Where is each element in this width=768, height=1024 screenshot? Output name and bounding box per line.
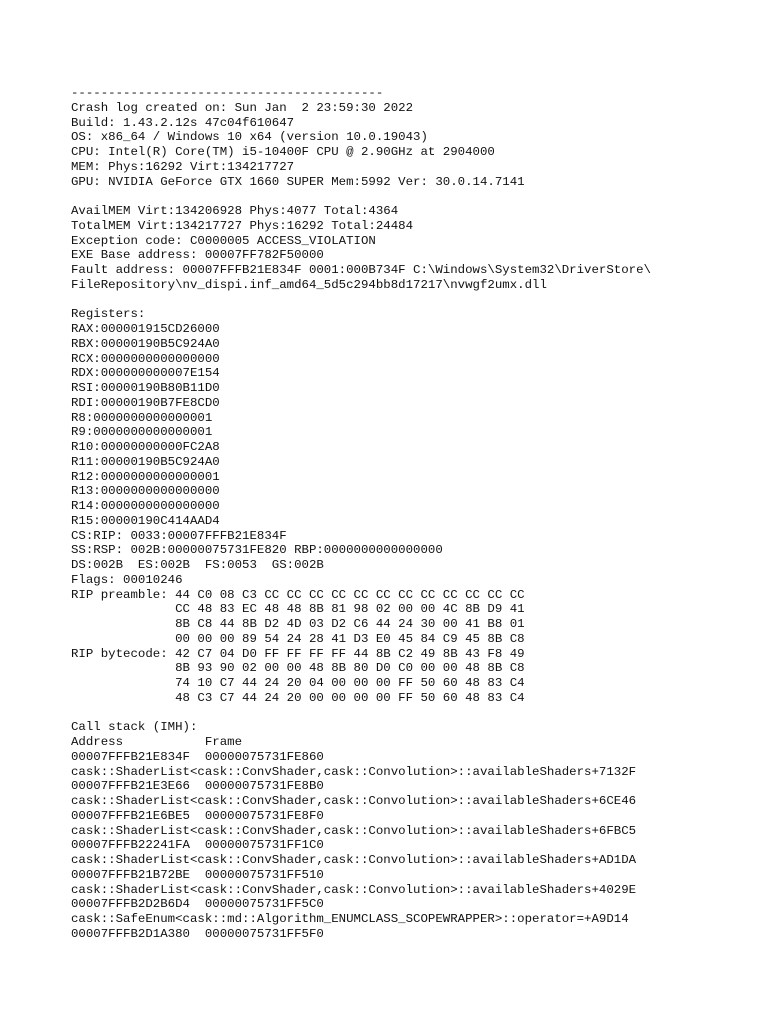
log-line: RCX:0000000000000000 — [71, 351, 220, 366]
log-line: 00007FFFB2D1A380 00000075731FF5F0 — [71, 926, 324, 941]
log-line: SS:RSP: 002B:00000075731FE820 RBP:0000000000000000 — [71, 543, 443, 558]
log-line: 00007FFFB21B72BE 00000075731FF510 — [71, 867, 324, 882]
log-line: R13:0000000000000000 — [71, 484, 220, 499]
log-line: Address Frame — [71, 735, 243, 749]
log-line: RDX:000000000007E154 — [71, 366, 220, 381]
log-line: 74 10 C7 44 24 20 04 00 00 00 FF 50 60 48 83 C4 — [71, 676, 525, 690]
log-line: 00007FFFB2D2B6D4 00000075731FF5C0 — [71, 897, 324, 912]
log-line: 00007FFFB21E6BE5 00000075731FE8F0 — [71, 808, 324, 823]
log-line: 00007FFFB21E834F 00000075731FE860 — [71, 749, 324, 764]
log-line: RIP bytecode: 42 C7 04 D0 FF FF FF FF 44 8B C2 49 8B 43 F8 49 — [71, 646, 525, 661]
log-line — [71, 293, 651, 308]
log-line: cask::ShaderList<cask::ConvShader,cask::Convolution>::availableShaders+6CE46 — [71, 794, 637, 808]
log-line: FileRepository\nv_dispi.inf_amd64_5d5c294bb8d17217\nvwgf2umx.dll — [71, 277, 547, 292]
log-line: R10:00000000000FC2A8 — [71, 440, 220, 454]
log-line: cask::ShaderList<cask::ConvShader,cask::Convolution>::availableShaders+6FBC5 — [71, 823, 637, 838]
log-line: 00007FFFB21E3E66 00000075731FE8B0 — [71, 779, 324, 794]
log-line: cask::ShaderList<cask::ConvShader,cask::Convolution>::availableShaders+AD1DA — [71, 853, 637, 867]
log-line: Crash log created on: Sun Jan 2 23:59:30 2022 — [71, 100, 414, 115]
log-line: R12:0000000000000001 — [71, 469, 220, 484]
log-line: RSI:00000190B80B11D0 — [71, 381, 220, 395]
log-line: RIP preamble: 44 C0 08 C3 CC CC CC CC CC CC CC CC CC CC CC CC — [71, 587, 525, 602]
log-line: cask::ShaderList<cask::ConvShader,cask::Convolution>::availableShaders+4029E — [71, 882, 637, 897]
log-line: RDI:00000190B7FE8CD0 — [71, 395, 220, 410]
log-line: R15:00000190C414AAD4 — [71, 513, 220, 528]
log-line: ------------------------------------------ — [71, 86, 384, 100]
log-line: RAX:000001915CD26000 — [71, 322, 220, 336]
log-line — [71, 706, 651, 721]
log-line: Flags: 00010246 — [71, 572, 183, 587]
log-line: OS: x86_64 / Windows 10 x64 (version 10.0.19043) — [71, 130, 428, 145]
log-line: EXE Base address: 00007FF782F50000 — [71, 248, 324, 263]
log-line: R14:0000000000000000 — [71, 499, 220, 513]
log-line: CC 48 83 EC 48 48 8B 81 98 02 00 00 4C 8B D9 41 — [71, 602, 525, 617]
log-line: R11:00000190B5C924A0 — [71, 454, 220, 469]
log-line: 00 00 00 89 54 24 28 41 D3 E0 45 84 C9 45 8B C8 — [71, 631, 525, 646]
log-line: CPU: Intel(R) Core(TM) i5-10400F CPU @ 2.90GHz at 2904000 — [71, 145, 495, 159]
log-line: 00007FFFB22241FA 00000075731FF1C0 — [71, 838, 324, 853]
log-line: R8:0000000000000001 — [71, 410, 213, 425]
log-line: cask::ShaderList<cask::ConvShader,cask::Convolution>::availableShaders+7132F — [71, 764, 637, 779]
crash-log-text — [71, 86, 651, 942]
log-line: RBX:00000190B5C924A0 — [71, 336, 220, 351]
log-line: Build: 1.43.2.12s 47c04f610647 — [71, 115, 295, 130]
log-line: 8B C8 44 8B D2 4D 03 D2 C6 44 24 30 00 41 B8 01 — [71, 617, 525, 631]
log-line — [71, 189, 651, 204]
log-line: CS:RIP: 0033:00007FFFB21E834F — [71, 528, 287, 543]
log-line: AvailMEM Virt:134206928 Phys:4077 Total:4364 — [71, 204, 399, 218]
log-line: Registers: — [71, 307, 146, 322]
log-line: MEM: Phys:16292 Virt:134217727 — [71, 159, 295, 174]
log-line: Exception code: C0000005 ACCESS_VIOLATION — [71, 233, 376, 248]
log-line: Call stack (IMH): — [71, 720, 198, 735]
log-line: 8B 93 90 02 00 00 48 8B 80 D0 C0 00 00 48 8B C8 — [71, 661, 525, 676]
log-line: cask::SafeEnum<cask::md::Algorithm_ENUMCLASS_SCOPEWRAPPER>::operator=+A9D14 — [71, 912, 629, 926]
log-line: DS:002B ES:002B FS:0053 GS:002B — [71, 558, 324, 572]
log-line: TotalMEM Virt:134217727 Phys:16292 Total:24484 — [71, 218, 414, 233]
log-line: Fault address: 00007FFFB21E834F 0001:000B734F C:\Windows\System32\DriverStore\ — [71, 263, 651, 277]
log-line: 48 C3 C7 44 24 20 00 00 00 00 FF 50 60 48 83 C4 — [71, 690, 525, 705]
log-line: GPU: NVIDIA GeForce GTX 1660 SUPER Mem:5992 Ver: 30.0.14.7141 — [71, 174, 525, 189]
log-line: R9:0000000000000001 — [71, 425, 213, 440]
